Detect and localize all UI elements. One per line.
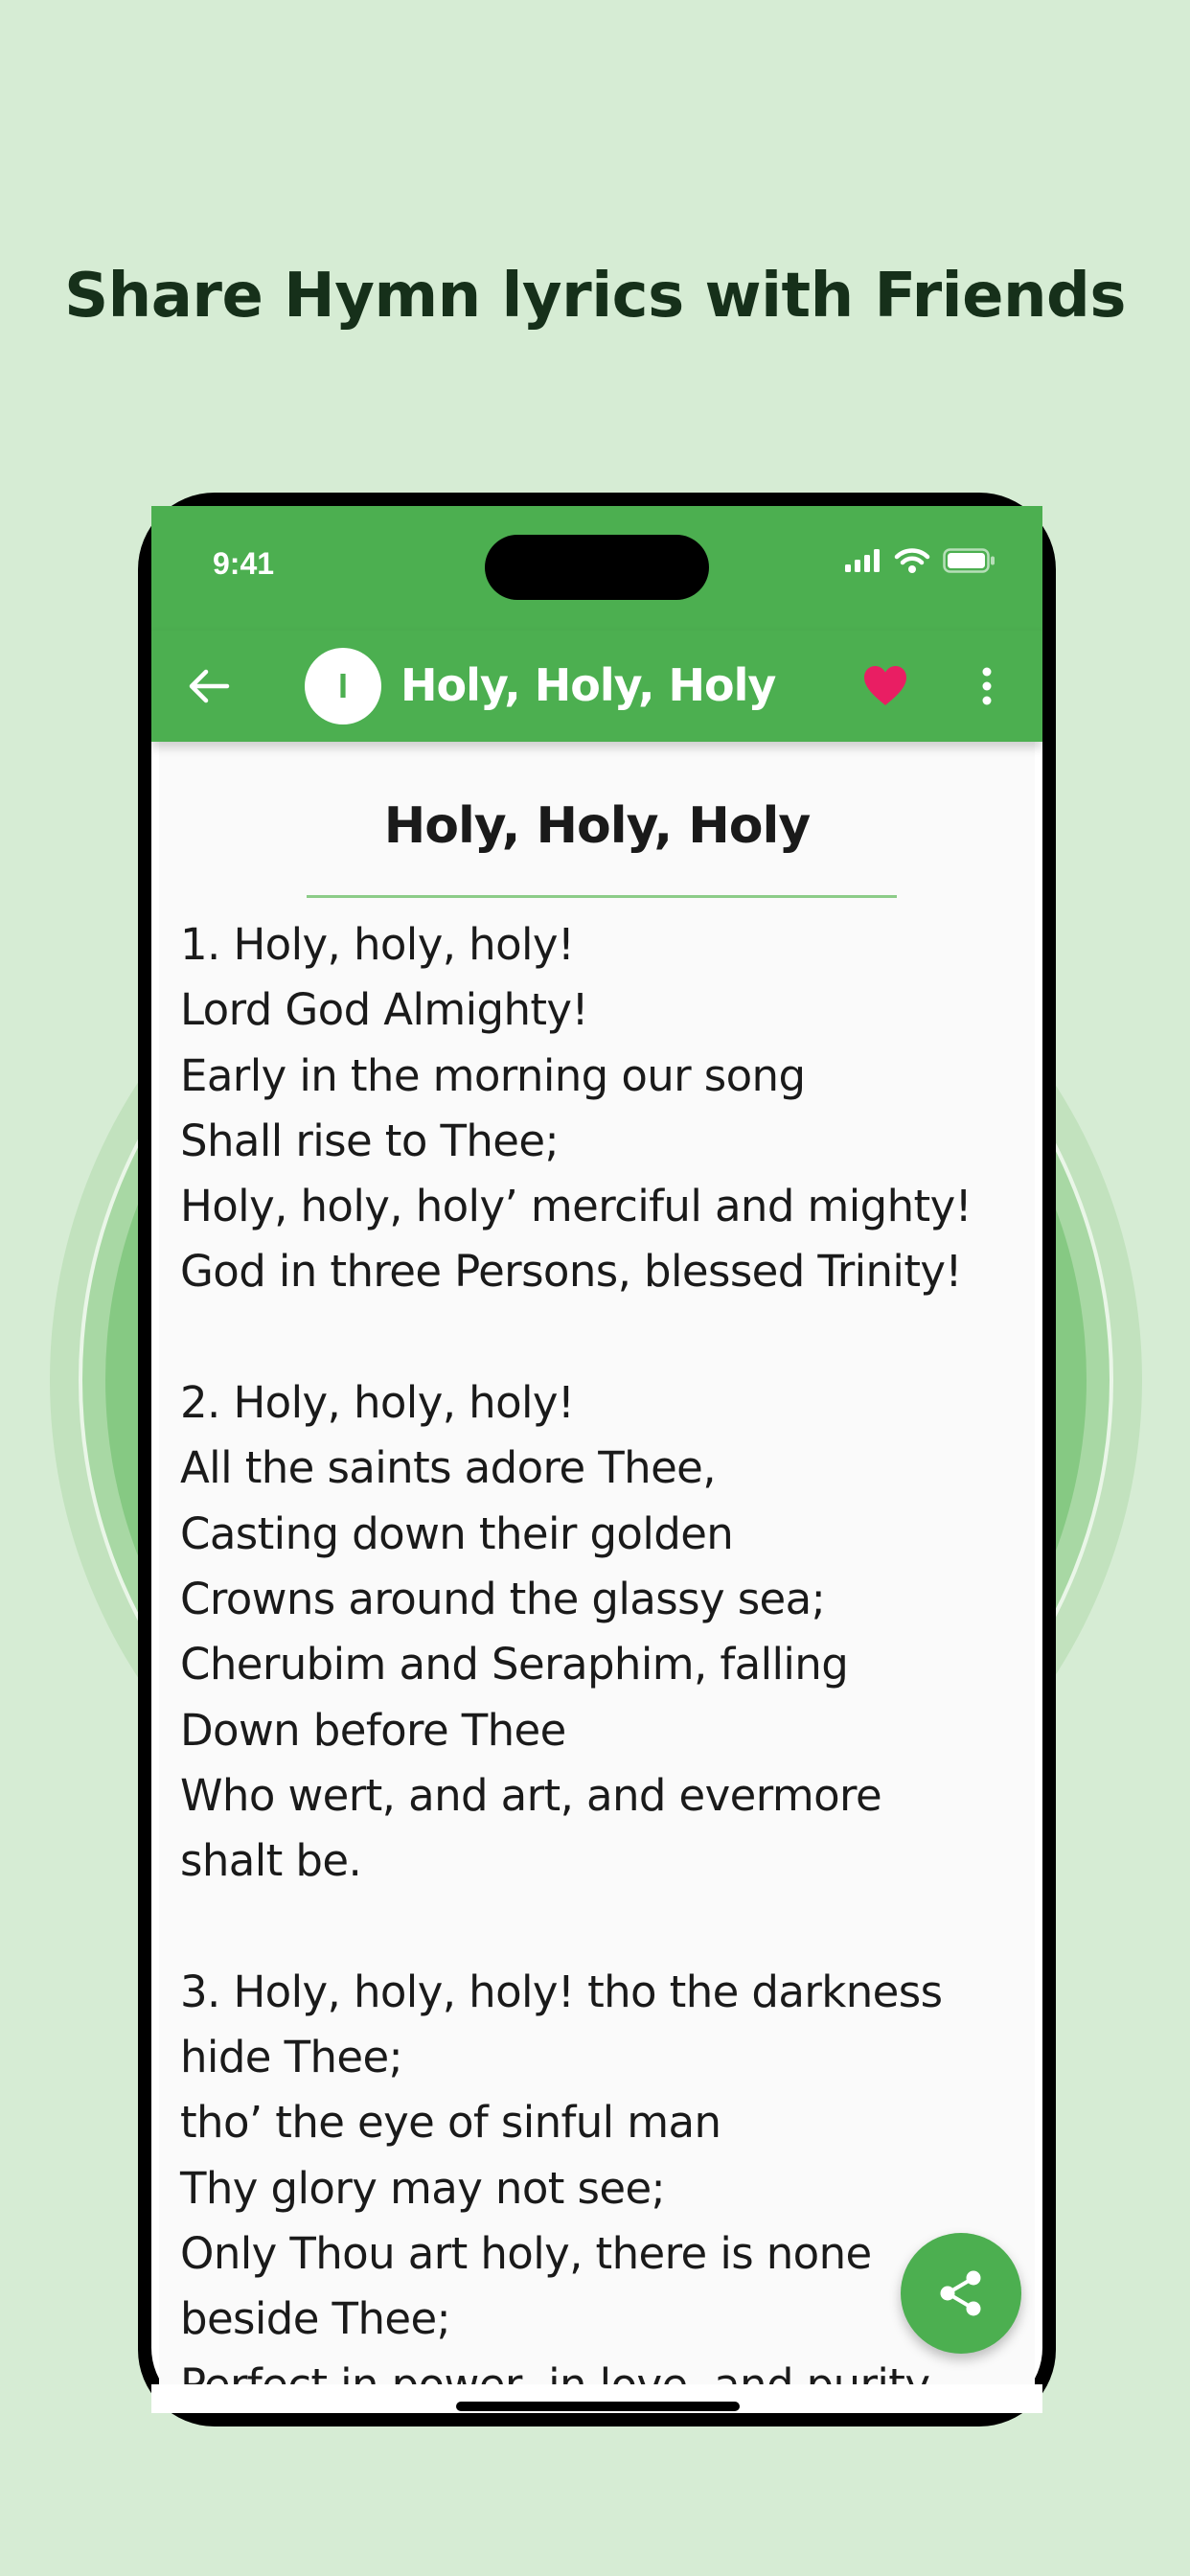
title-divider — [307, 895, 897, 898]
promo-headline: Share Hymn lyrics with Friends — [64, 261, 1126, 332]
favorite-button[interactable] — [857, 659, 914, 713]
back-button[interactable] — [180, 657, 238, 715]
hymn-title: Holy, Holy, Holy — [383, 797, 811, 855]
app-bar — [151, 631, 1042, 742]
dynamic-island — [485, 535, 709, 600]
share-icon — [938, 2269, 984, 2317]
share-button[interactable] — [901, 2233, 1021, 2354]
hymn-lyrics: 1. Holy, holy, holy! Lord God Almighty! Early in the morning our song Shall rise to Thee; Holy, holy, holy’ merciful and mighty! God in three Persons, blessed Trinity! 2. Holy, holy, holy! All the saints adore Thee, Casting down their golden Crowns around the glassy sea; Cherubim and Seraphim, falling Down before Thee Who wert, and art, and evermore shalt be. 3. Holy, holy, holy! tho the darkness hide Thee; tho’ the eye of sinful man Thy glory may not see; Only Thou art holy, there is none beside Thee; — [180, 919, 973, 2345]
status-bar — [151, 506, 1042, 631]
lyrics-scroll-area[interactable] — [159, 742, 1035, 2384]
more-vertical-icon — [981, 667, 993, 705]
status-time: 9:41 — [213, 546, 275, 581]
phone-frame — [138, 493, 1056, 2426]
arrow-back-icon — [189, 669, 229, 703]
heart-icon — [862, 665, 908, 707]
home-indicator[interactable] — [456, 2402, 740, 2411]
phone-screen — [151, 506, 1042, 2413]
signal-icon — [845, 549, 881, 572]
wifi-icon — [895, 548, 929, 573]
more-options-button[interactable] — [968, 657, 1006, 715]
status-icons — [845, 548, 996, 573]
hymn-avatar: I — [305, 648, 381, 724]
app-bar-title: Holy, Holy, Holy — [400, 659, 776, 711]
battery-icon — [943, 548, 996, 573]
